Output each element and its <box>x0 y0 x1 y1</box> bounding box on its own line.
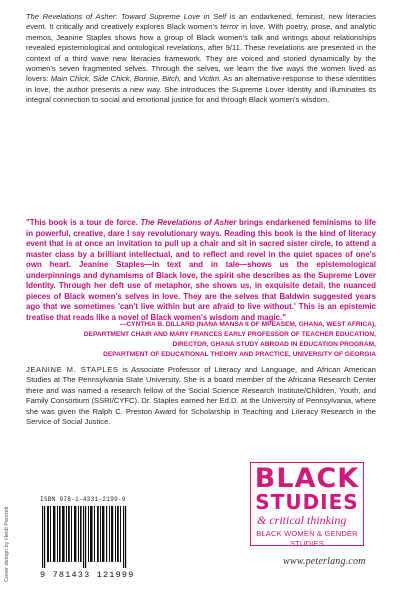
endorsement-attribution-line: DEPARTMENT OF EDUCATIONAL THEORY AND PRACTICE, UNIVERSITY OF GEORGIA <box>103 351 376 358</box>
author-name: JEANINE M. STAPLES <box>26 365 119 374</box>
quote-text: brings endarkened feminisms to life in powerful, creative, dare I say revolutionary ways. Reading this book is the kind of literacy event that is at once an invitation to pull up a chair and sit in sacred sister circle, to attend a master class by a brilliant intellectual, and to reflect and revel in the quiet spaces of one's own heart. Jeanine Staples—in text and in tale—shows us the epistemological underpinnings and dynamisms of Black love, the spirit she describes as the Supreme Lover Identity. Through her deft use of metaphor, she shows us, in exquisite detail, the nuanced pieces of Black women's selves in love. They are the selves that Baldwin suggested years ago that we sometimes 'can't live within but are afraid to live without.' This is an epistemic treatise that reads like a novel of Black women's wisdom and magic." <box>26 218 376 322</box>
endorsement-attribution-line: —CYNTHIA B. DILLARD (NANA MANSA II OF MPEASEM, GHANA, WEST AFRICA), <box>119 321 376 328</box>
isbn-label: ISBN 978-1-4331-2199-9 <box>40 496 126 503</box>
series-logo <box>250 462 364 546</box>
description-emphasis: terror <box>220 22 239 32</box>
quote-book-title: The Revelations of Asher <box>140 218 237 227</box>
identity-list: Victim. <box>198 74 222 84</box>
author-bio <box>26 365 376 427</box>
description-text: in love. With poetry, prose, and analytic memos, Jeanine Staples shows how a group of Black women's talk and writings about relationships revealed epistemological and ontological revelations, after 9/11. These revelations are presented in the context of a third wave new literacies framework. They are voiced and storied dynamically by the women's seven fragmented selves. Through the selves, we learn the five ways the women lived as lovers: <box>26 22 376 84</box>
barcode-digits: 9 781433 121999 <box>40 570 135 580</box>
publisher-url[interactable]: www.peterlang.com <box>283 556 366 567</box>
endorsement-quote <box>26 218 376 323</box>
description-text: As an alternative-response to these identities in love, the author presents a new way. She introduces the Supreme Lover Identity and illuminates its integral connection to social and emotional justice for and through Black women's wisdom. <box>26 74 376 105</box>
book-title: The Revelations of Asher: Toward Supreme Love in Self <box>26 12 227 21</box>
identity-list: Main Chick, Side Chick, Bonnie, Bitch, <box>50 74 182 84</box>
author-bio-text: is Associate Professor of Literacy and Language, and African American Studies at The Pennsylvania State University. She is a board member of the Africana Research Center there and was named a research fellow of the Social Science Research Institute/Children, Youth, and Family Consortium (SSRI/CYFC). Dr. Staples earned her Ed.D. at the University of Pennsylvania, where she was given the Ralph C. Preston Award for Scholarship in Teaching and Literacy Research in the Service of Social Justice. <box>26 365 377 427</box>
book-description <box>26 12 376 106</box>
series-logo-black: BLACK <box>254 463 360 494</box>
description-text: is an endarkened, feminist, new literacies event. It critically and creatively explores Black women's <box>26 12 376 32</box>
barcode-image <box>40 506 128 568</box>
endorsement-attribution-line: DEPARTMENT CHAIR AND MARY FRANCES EARLY PROFESSOR OF TEACHER EDUCATION, <box>83 331 376 338</box>
series-logo-critical-thinking: & critical thinking <box>257 513 347 527</box>
series-logo-subtitle: BLACK WOMEN & GENDER STUDIES <box>256 529 358 548</box>
quote-text: "This book is a tour de force. <box>26 218 141 227</box>
description-text: and <box>181 74 199 84</box>
cover-design-credit: Cover design by Heidi Pennett <box>4 506 10 582</box>
series-logo-studies: STUDIES <box>255 490 359 514</box>
endorsement-attribution-line: DIRECTOR, GHANA STUDY ABROAD IN EDUCATION PROGRAM, <box>172 341 376 348</box>
